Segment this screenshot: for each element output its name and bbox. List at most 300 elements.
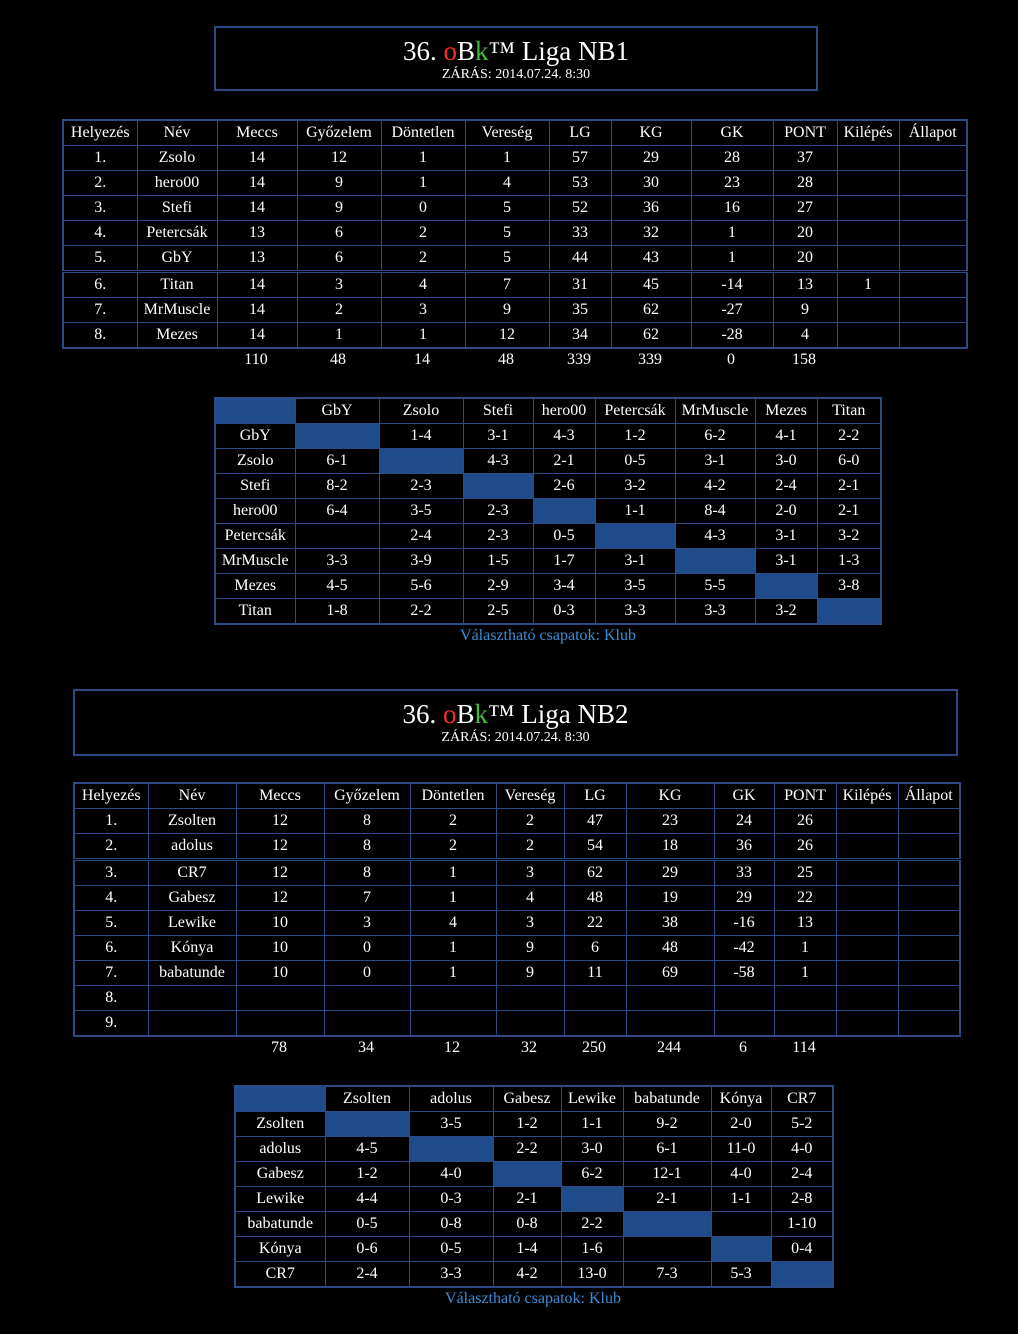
matrix-result-cell: 2-2 <box>817 424 881 449</box>
table-cell: 1. <box>74 809 148 834</box>
table-cell: -28 <box>691 323 773 349</box>
matrix-result-cell: 4-4 <box>325 1187 409 1212</box>
table-cell <box>837 323 899 349</box>
table-cell: 5. <box>74 911 148 936</box>
column-header: Név <box>137 120 217 146</box>
table-cell: 14 <box>217 298 297 323</box>
table-cell <box>148 986 236 1011</box>
table-cell: 29 <box>626 860 714 886</box>
table-cell: 9. <box>74 1011 148 1037</box>
table-row <box>63 171 967 196</box>
matrix-result-cell: 2-1 <box>817 474 881 499</box>
brand-k: k <box>475 36 489 66</box>
table-cell <box>324 986 410 1011</box>
matrix-result-cell: 3-1 <box>463 424 533 449</box>
matrix-result-cell: 3-3 <box>295 549 379 574</box>
matrix-diagonal-cell <box>771 1262 833 1288</box>
matrix-result-cell: 2-1 <box>817 499 881 524</box>
title-prefix: 36. <box>403 36 444 66</box>
table-cell: 2 <box>496 834 564 860</box>
matrix-result-cell: 2-2 <box>379 599 463 625</box>
table-cell: 1 <box>774 961 836 986</box>
table-cell: 4. <box>74 886 148 911</box>
matrix-row <box>235 1137 833 1162</box>
matrix-result-cell: 3-3 <box>675 599 755 625</box>
table-cell <box>626 1011 714 1037</box>
column-header: KG <box>626 783 714 809</box>
matrix-row <box>215 499 881 524</box>
matrix-result-cell: 4-5 <box>295 574 379 599</box>
table-row <box>74 961 960 986</box>
matrix-result-cell <box>711 1212 771 1237</box>
table-cell: 2 <box>410 809 496 834</box>
table-cell: 1 <box>381 146 465 171</box>
matrix-result-cell: 3-3 <box>409 1262 493 1288</box>
matrix-result-cell: 3-2 <box>755 599 817 625</box>
matrix-result-cell: 1-6 <box>561 1237 623 1262</box>
table-cell <box>837 246 899 272</box>
matrix-result-cell: 3-0 <box>755 449 817 474</box>
nb2-standings-table <box>73 782 961 1037</box>
table-cell: 4 <box>465 171 549 196</box>
table-cell <box>898 936 960 961</box>
table-cell: 36 <box>714 834 774 860</box>
matrix-row <box>235 1212 833 1237</box>
matrix-diagonal-cell <box>533 499 595 524</box>
matrix-diagonal-cell <box>325 1112 409 1137</box>
matrix-result-cell: 1-1 <box>711 1187 771 1212</box>
table-cell <box>836 936 898 961</box>
total-cell <box>136 348 216 372</box>
table-row <box>74 886 960 911</box>
matrix-row-header: Lewike <box>235 1187 325 1212</box>
matrix-row-header: GbY <box>215 424 295 449</box>
table-cell: 4 <box>410 911 496 936</box>
matrix-result-cell: 5-2 <box>771 1112 833 1137</box>
matrix-corner <box>235 1086 325 1112</box>
table-cell <box>899 196 967 221</box>
matrix-result-cell: 1-2 <box>493 1112 561 1137</box>
total-cell <box>147 1036 235 1060</box>
matrix-result-cell: 4-5 <box>325 1137 409 1162</box>
matrix-diagonal-cell <box>493 1162 561 1187</box>
matrix-result-cell: 0-6 <box>325 1237 409 1262</box>
table-cell: Zsolten <box>148 809 236 834</box>
column-header: LG <box>564 783 626 809</box>
table-cell: 24 <box>714 809 774 834</box>
table-cell: 12 <box>236 860 324 886</box>
table-row <box>63 196 967 221</box>
table-cell <box>836 886 898 911</box>
total-cell: 0 <box>727 351 735 368</box>
title-prefix: 36. <box>402 699 444 729</box>
matrix-result-cell: 9-2 <box>623 1112 711 1137</box>
table-cell: 31 <box>549 272 611 298</box>
table-cell: 13 <box>217 221 297 246</box>
matrix-result-cell: 2-1 <box>493 1187 561 1212</box>
matrix-result-cell: 2-8 <box>771 1187 833 1212</box>
table-row <box>63 221 967 246</box>
nb1-standings-table <box>62 119 968 349</box>
header-row <box>74 783 960 809</box>
table-cell <box>837 196 899 221</box>
table-cell: 6 <box>564 936 626 961</box>
table-cell: 36 <box>611 196 691 221</box>
table-cell <box>774 986 836 1011</box>
matrix-result-cell: 0-4 <box>771 1237 833 1262</box>
nb2-header <box>73 689 958 756</box>
brand-b: B <box>456 699 475 729</box>
column-header: Vereség <box>465 120 549 146</box>
table-cell: 53 <box>549 171 611 196</box>
table-cell: 69 <box>626 961 714 986</box>
table-cell: 3 <box>324 911 410 936</box>
column-header: Döntetlen <box>410 783 496 809</box>
table-cell: 6 <box>297 246 381 272</box>
table-cell: 20 <box>773 246 837 272</box>
matrix-result-cell: 2-4 <box>771 1162 833 1187</box>
matrix-column-header: Zsolo <box>379 398 463 424</box>
table-cell: 2 <box>381 246 465 272</box>
matrix-diagonal-cell <box>755 574 817 599</box>
matrix-result-cell: 2-3 <box>379 474 463 499</box>
table-cell: 9 <box>773 298 837 323</box>
table-cell: 6. <box>74 936 148 961</box>
table-cell <box>837 298 899 323</box>
column-header: Győzelem <box>297 120 381 146</box>
table-cell: 10 <box>236 961 324 986</box>
brand-o: o <box>443 699 457 729</box>
table-cell: Titan <box>137 272 217 298</box>
matrix-result-cell: 4-3 <box>533 424 595 449</box>
table-row <box>63 298 967 323</box>
matrix-row-header: hero00 <box>215 499 295 524</box>
matrix-result-cell: 2-4 <box>755 474 817 499</box>
matrix-column-header: CR7 <box>771 1086 833 1112</box>
table-cell: 13 <box>217 246 297 272</box>
table-cell <box>774 1011 836 1037</box>
matrix-result-cell: 3-5 <box>595 574 675 599</box>
matrix-row <box>235 1262 833 1288</box>
table-cell: 1 <box>410 961 496 986</box>
matrix-result-cell: 2-1 <box>623 1187 711 1212</box>
table-cell <box>410 986 496 1011</box>
table-cell: 9 <box>496 936 564 961</box>
table-cell: 12 <box>465 323 549 349</box>
matrix-result-cell: 8-4 <box>675 499 755 524</box>
matrix-result-cell: 1-5 <box>463 549 533 574</box>
table-cell: 4 <box>496 886 564 911</box>
title-suffix: ™ Liga NB1 <box>488 36 629 66</box>
table-cell <box>714 1011 774 1037</box>
matrix-row <box>215 474 881 499</box>
table-cell: 43 <box>611 246 691 272</box>
matrix-result-cell: 6-2 <box>675 424 755 449</box>
matrix-result-cell: 0-3 <box>409 1187 493 1212</box>
table-cell: 8 <box>324 809 410 834</box>
table-cell: 13 <box>774 911 836 936</box>
table-cell: Mezes <box>137 323 217 349</box>
matrix-row <box>235 1237 833 1262</box>
matrix-result-cell: 13-0 <box>561 1262 623 1288</box>
table-cell <box>836 911 898 936</box>
matrix-result-cell <box>623 1237 711 1262</box>
table-cell <box>837 146 899 171</box>
table-cell: 52 <box>549 196 611 221</box>
table-cell <box>148 1011 236 1037</box>
matrix-result-cell: 0-3 <box>533 599 595 625</box>
total-cell: 34 <box>358 1039 374 1056</box>
table-cell: 4 <box>773 323 837 349</box>
matrix-result-cell: 4-0 <box>771 1137 833 1162</box>
nb1-header <box>214 26 818 91</box>
matrix-result-cell: 6-4 <box>295 499 379 524</box>
table-cell: 38 <box>626 911 714 936</box>
column-header: Helyezés <box>74 783 148 809</box>
matrix-column-header: Stefi <box>463 398 533 424</box>
nb1-available-teams: Választható csapatok: Klub <box>460 627 636 644</box>
matrix-column-header: Titan <box>817 398 881 424</box>
matrix-column-header: Mezes <box>755 398 817 424</box>
matrix-result-cell: 1-1 <box>561 1112 623 1137</box>
total-cell: 158 <box>792 351 816 368</box>
matrix-row <box>235 1112 833 1137</box>
column-header: Győzelem <box>324 783 410 809</box>
matrix-result-cell: 2-1 <box>533 449 595 474</box>
matrix-column-header: Kónya <box>711 1086 771 1112</box>
table-cell: Lewike <box>148 911 236 936</box>
matrix-result-cell: 6-2 <box>561 1162 623 1187</box>
table-cell: 0 <box>381 196 465 221</box>
table-row <box>74 911 960 936</box>
column-header: GK <box>714 783 774 809</box>
table-cell: 32 <box>611 221 691 246</box>
table-cell: Gabesz <box>148 886 236 911</box>
table-cell: -16 <box>714 911 774 936</box>
matrix-result-cell: 3-1 <box>755 549 817 574</box>
table-cell: -58 <box>714 961 774 986</box>
table-cell: 22 <box>564 911 626 936</box>
table-cell <box>899 323 967 349</box>
table-cell <box>836 986 898 1011</box>
table-cell <box>899 298 967 323</box>
table-cell: -14 <box>691 272 773 298</box>
matrix-result-cell: 0-5 <box>409 1237 493 1262</box>
column-header: Állapot <box>899 120 967 146</box>
total-cell <box>898 348 966 372</box>
matrix-result-cell: 3-4 <box>533 574 595 599</box>
table-cell: 1 <box>381 171 465 196</box>
table-cell: adolus <box>148 834 236 860</box>
column-header: GK <box>691 120 773 146</box>
matrix-row <box>235 1162 833 1187</box>
table-cell <box>236 1011 324 1037</box>
total-cell: 339 <box>567 351 591 368</box>
matrix-result-cell: 3-1 <box>595 549 675 574</box>
matrix-diagonal-cell <box>675 549 755 574</box>
matrix-row-header: babatunde <box>235 1212 325 1237</box>
table-cell: 22 <box>774 886 836 911</box>
matrix-diagonal-cell <box>295 424 379 449</box>
table-cell <box>898 834 960 860</box>
table-cell <box>410 1011 496 1037</box>
nb2-available-teams: Választható csapatok: Klub <box>445 1290 621 1307</box>
table-cell: 20 <box>773 221 837 246</box>
table-cell: 8 <box>324 860 410 886</box>
matrix-result-cell: 2-3 <box>463 499 533 524</box>
matrix-result-cell: 3-5 <box>409 1112 493 1137</box>
matrix-diagonal-cell <box>817 599 881 625</box>
table-cell: 11 <box>564 961 626 986</box>
table-cell: 8. <box>63 323 137 349</box>
table-cell: 28 <box>691 146 773 171</box>
table-cell: 35 <box>549 298 611 323</box>
matrix-row-header: Titan <box>215 599 295 625</box>
table-cell: 7 <box>324 886 410 911</box>
nb2-results-matrix <box>234 1085 834 1288</box>
table-cell <box>236 986 324 1011</box>
table-cell <box>898 886 960 911</box>
matrix-row <box>215 549 881 574</box>
table-row <box>74 986 960 1011</box>
totals-row <box>62 348 966 372</box>
table-cell: 28 <box>773 171 837 196</box>
table-cell: 2 <box>410 834 496 860</box>
matrix-column-header: adolus <box>409 1086 493 1112</box>
matrix-diagonal-cell <box>595 524 675 549</box>
matrix-result-cell: 4-1 <box>755 424 817 449</box>
table-cell <box>837 171 899 196</box>
title-suffix: ™ Liga NB2 <box>488 699 629 729</box>
matrix-row <box>215 524 881 549</box>
matrix-result-cell: 1-8 <box>295 599 379 625</box>
matrix-diagonal-cell <box>379 449 463 474</box>
table-cell: 23 <box>691 171 773 196</box>
table-row <box>74 809 960 834</box>
matrix-column-header: GbY <box>295 398 379 424</box>
table-cell: 2 <box>381 221 465 246</box>
matrix-result-cell: 1-1 <box>595 499 675 524</box>
matrix-column-header: Zsolten <box>325 1086 409 1112</box>
table-cell: 1 <box>837 272 899 298</box>
total-cell <box>73 1036 147 1060</box>
table-cell: 3. <box>74 860 148 886</box>
matrix-row <box>215 599 881 625</box>
matrix-result-cell: 1-4 <box>379 424 463 449</box>
table-cell: 3. <box>63 196 137 221</box>
table-cell: 14 <box>217 171 297 196</box>
matrix-result-cell: 1-10 <box>771 1212 833 1237</box>
table-row <box>74 860 960 886</box>
column-header: Vereség <box>496 783 564 809</box>
matrix-result-cell: 4-3 <box>463 449 533 474</box>
table-cell: 5 <box>465 196 549 221</box>
matrix-result-cell: 1-7 <box>533 549 595 574</box>
table-cell: GbY <box>137 246 217 272</box>
table-cell: Petercsák <box>137 221 217 246</box>
total-cell: 14 <box>414 351 430 368</box>
table-cell: 8. <box>74 986 148 1011</box>
table-cell: 12 <box>236 834 324 860</box>
nb2-title <box>75 699 956 729</box>
table-cell: Zsolo <box>137 146 217 171</box>
matrix-result-cell: 3-8 <box>817 574 881 599</box>
total-cell: 339 <box>638 351 662 368</box>
matrix-result-cell: 3-2 <box>817 524 881 549</box>
table-cell: 1 <box>381 323 465 349</box>
table-cell: 45 <box>611 272 691 298</box>
matrix-result-cell: 5-5 <box>675 574 755 599</box>
table-cell: 12 <box>297 146 381 171</box>
totals-row <box>73 1036 959 1060</box>
matrix-diagonal-cell <box>623 1212 711 1237</box>
table-cell: Kónya <box>148 936 236 961</box>
matrix-result-cell: 4-2 <box>675 474 755 499</box>
table-cell: 34 <box>549 323 611 349</box>
matrix-result-cell: 3-3 <box>595 599 675 625</box>
table-cell <box>899 146 967 171</box>
matrix-column-header: babatunde <box>623 1086 711 1112</box>
table-row <box>74 936 960 961</box>
matrix-row <box>215 574 881 599</box>
table-cell: 3 <box>496 860 564 886</box>
matrix-result-cell: 2-4 <box>325 1262 409 1288</box>
matrix-row <box>215 424 881 449</box>
matrix-result-cell: 2-6 <box>533 474 595 499</box>
table-cell: 1 <box>465 146 549 171</box>
total-cell: 114 <box>792 1039 816 1056</box>
table-cell: 30 <box>611 171 691 196</box>
table-cell: 10 <box>236 936 324 961</box>
table-cell: 5 <box>465 246 549 272</box>
table-cell: 13 <box>773 272 837 298</box>
table-row <box>74 1011 960 1037</box>
table-cell: 5 <box>465 221 549 246</box>
table-cell: 62 <box>564 860 626 886</box>
table-cell: Stefi <box>137 196 217 221</box>
table-cell: 2. <box>74 834 148 860</box>
table-cell: 12 <box>236 886 324 911</box>
table-cell: 6 <box>297 221 381 246</box>
table-cell: 16 <box>691 196 773 221</box>
matrix-column-header: Gabesz <box>493 1086 561 1112</box>
table-cell <box>898 860 960 886</box>
table-cell: 29 <box>611 146 691 171</box>
nb2-totals-row <box>73 1036 959 1060</box>
table-cell: 1 <box>297 323 381 349</box>
total-cell: 110 <box>244 351 268 368</box>
table-cell: 9 <box>297 196 381 221</box>
table-cell: 0 <box>324 961 410 986</box>
table-cell <box>496 986 564 1011</box>
column-header: Meccs <box>236 783 324 809</box>
total-cell: 244 <box>657 1039 681 1056</box>
table-cell: 37 <box>773 146 837 171</box>
brand-k: k <box>474 699 489 729</box>
brand-o: o <box>443 36 458 66</box>
table-cell: 1 <box>691 221 773 246</box>
matrix-diagonal-cell <box>561 1187 623 1212</box>
matrix-result-cell: 4-0 <box>409 1162 493 1187</box>
matrix-row <box>215 449 881 474</box>
matrix-result-cell: 2-2 <box>561 1212 623 1237</box>
table-cell: 7. <box>63 298 137 323</box>
total-cell: 48 <box>330 351 346 368</box>
matrix-result-cell: 3-1 <box>755 524 817 549</box>
table-cell: 9 <box>297 171 381 196</box>
matrix-column-header: MrMuscle <box>675 398 755 424</box>
total-cell: 12 <box>444 1039 460 1056</box>
